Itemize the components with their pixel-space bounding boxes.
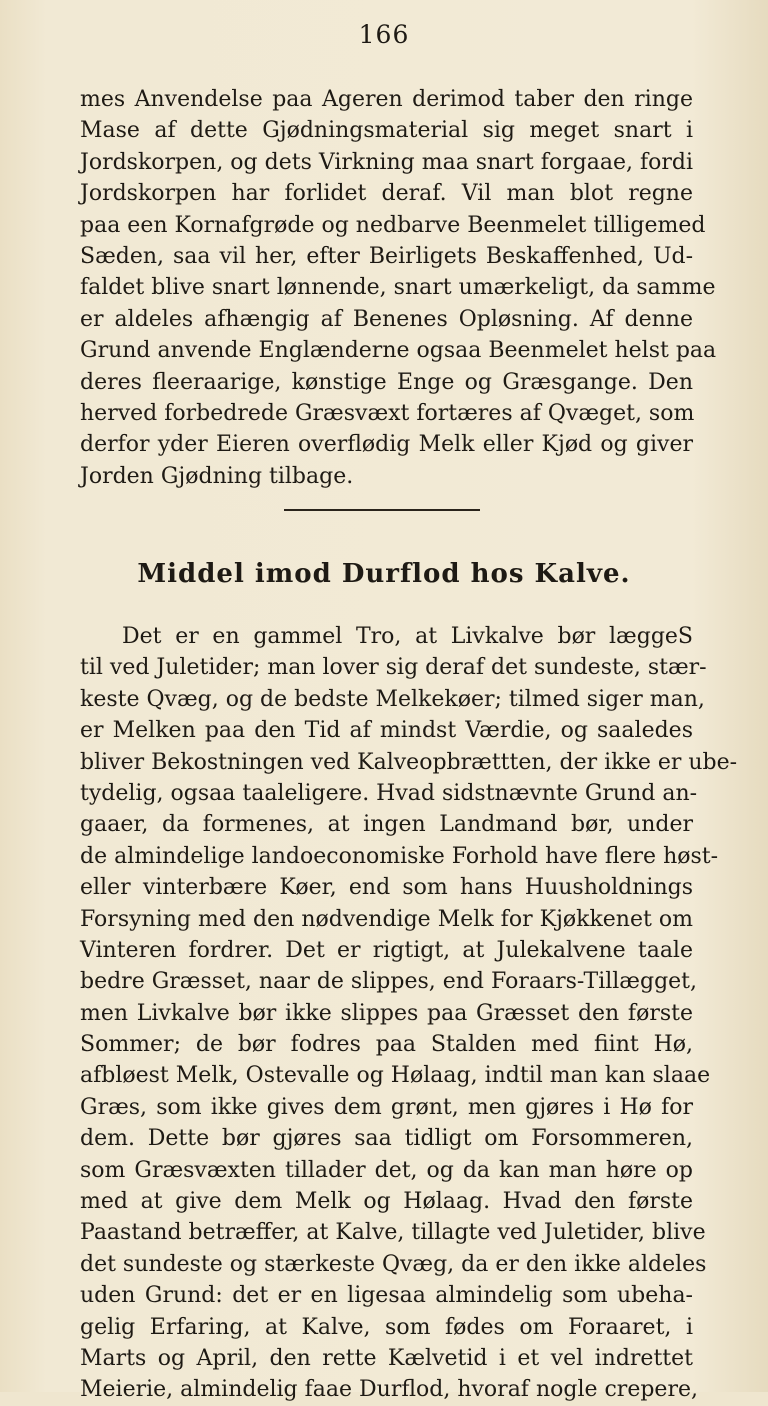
text-line: Det er en gammel Tro, at Livkalve bør læggeS <box>122 624 693 649</box>
text-line: bliver Bekostningen ved Kalveopbrættten, der ikke er ube- <box>80 749 738 775</box>
page-number: 166 <box>358 20 410 49</box>
text-line: derfor yder Eieren overflødig Melk eller Kjød og giver <box>80 432 693 458</box>
text-line: bedre Græsset, naar de slippes, end Foraars-Tillægget, <box>80 969 697 995</box>
text-line: paa een Kornafgrøde og nedbarve Beenmelet tilligemed <box>80 212 706 238</box>
text-line: tydelig, ogsaa taaleligere. Hvad sidstnævnte Grund an- <box>80 780 698 806</box>
text-line: Vinteren fordrer. Det er rigtigt, at Julekalvene taale <box>80 937 693 963</box>
text-line: gaaer, da formenes, at ingen Landmand bør, under <box>80 812 693 838</box>
text-line: det sundeste og stærkeste Qvæg, da er den ikke aldeles <box>80 1251 707 1277</box>
text-line: med at give dem Melk og Hølaag. Hvad den første <box>80 1189 693 1215</box>
section-heading: Middel imod Durflod hos Kalve. <box>137 559 631 589</box>
text-line: gelig Erfaring, at Kalve, som fødes om Foraaret, i <box>80 1314 693 1340</box>
text-line: er Melken paa den Tid af mindst Værdie, og saaledes <box>80 718 693 744</box>
text-line: uden Grund: det er en ligesaa almindelig som ubeha- <box>80 1283 693 1309</box>
paragraph-top <box>80 84 717 492</box>
text-line: som Græsvæxten tillader det, og da kan man høre op <box>80 1157 693 1183</box>
section-divider <box>284 509 480 511</box>
text-line: dem. Dette bør gjøres saa tidligt om Forsommeren, <box>80 1126 693 1152</box>
text-line: Jordskorpen har forlidet deraf. Vil man blot regne <box>80 181 693 207</box>
text-line: de almindelige landoeconomiske Forhold have flere høst- <box>80 843 719 869</box>
text-line: faldet blive snart lønnende, snart umærkeligt, da samme <box>80 275 716 301</box>
text-line: Jorden Gjødning tilbage. <box>80 463 354 489</box>
text-line: Sæden, saa vil her, efter Beirligets Beskaffenhed, Ud- <box>80 243 693 269</box>
text-line: Jordskorpen, og dets Virkning maa snart forgaae, fordi <box>80 149 693 175</box>
text-line: afbløest Melk, Ostevalle og Hølaag, indtil man kan slaae <box>80 1063 711 1089</box>
text-line: herved forbedrede Græsvæxt fortæres af Qvæget, som <box>80 400 695 426</box>
text-line: er aldeles afhængig af Benenes Opløsning. Af denne <box>80 306 693 332</box>
text-line: Forsyning med den nødvendige Melk for Kjøkkenet om <box>80 906 693 932</box>
text-line: mes Anvendelse paa Ageren derimod taber den ringe <box>80 87 693 112</box>
text-line: keste Qvæg, og de bedste Melkekøer; tilmed siger man, <box>80 686 705 712</box>
paragraph-bottom <box>80 621 738 1406</box>
text-line: Meierie, almindelig faae Durflod, hvoraf nogle crepere, <box>80 1377 698 1403</box>
text-line: men Livkalve bør ikke slippes paa Græsset den første <box>80 1000 693 1026</box>
text-line: Græs, som ikke gives dem grønt, men gjøres i Hø for <box>80 1094 693 1120</box>
text-line: deres fleeraarige, kønstige Enge og Græsgange. Den <box>80 369 693 395</box>
text-line: Grund anvende Englænderne ogsaa Beenmelet helst paa <box>80 338 717 364</box>
text-line: Marts og April, den rette Kælvetid i et vel indrettet <box>80 1345 693 1371</box>
text-line: til ved Juletider; man lover sig deraf det sundeste, stær- <box>80 655 707 681</box>
text-line: Mase af dette Gjødningsmaterial sig meget snart i <box>80 118 693 144</box>
text-line: eller vinterbære Køer, end som hans Huusholdnings <box>80 875 693 901</box>
text-line: Paastand betræffer, at Kalve, tillagte ved Juletider, blive <box>80 1220 706 1246</box>
text-line: Sommer; de bør fodres paa Stalden med fiint Hø, <box>80 1032 693 1058</box>
